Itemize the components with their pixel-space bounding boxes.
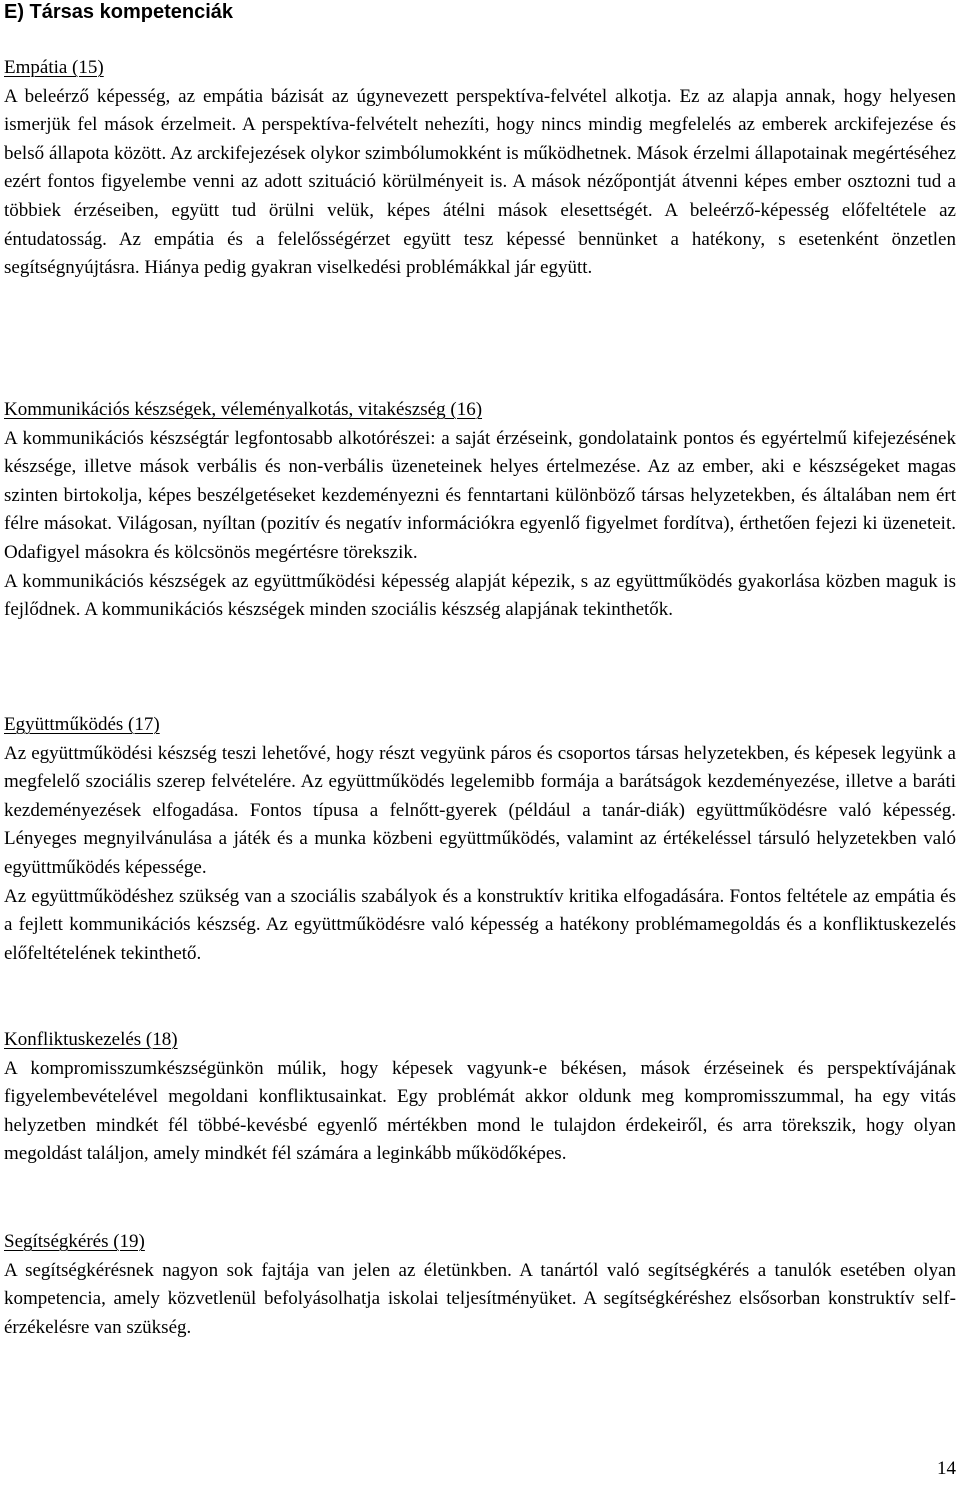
section-title-empathy: Empátia (15): [4, 57, 104, 78]
paragraph-help-seeking: A segítségkérésnek nagyon sok fajtája van jelen az életünkben. A tanártól való segítségkérés a tanulók esetében olyan kompetencia, amely közvetlenül befolyásolhatja iskolai teljesítményüket. A segítségkéréshez elsősorban konstruktív self-érzékelésre van szükség.: [4, 1259, 956, 1338]
paragraph-cooperation-1: Az együttműködési készség teszi lehetővé, hogy részt vegyünk páros és csoportos társas helyzetekben, és képesek legyünk a megfelelő szociális szerep felvételére. Az együttműködés legelemibb formája a barátságok kezdeményezése, illetve a baráti kezdeményezések elfogadása. Fontos típusa a felnőtt-gyerek (például a tanár-diák) együttműködésre való képesség. Lényeges megnyilvánulása a játék és a munka közbeni együttműködés, valamint az értékeléssel társuló helyzetekben való együttműködés képessége.: [4, 742, 956, 878]
section-cooperation: [4, 711, 956, 968]
paragraph-conflict: A kompromisszumkészségünkön múlik, hogy képesek vagyunk-e békésen, mások érzéseinek és perspektívájának figyelembevételével megoldani konfliktusainkat. Egy problémát akkor oldunk meg kompromisszummal, ha egy vitás helyzetben mindkét fél többé-kevésbé egyenlő mértékben mond le tulajdon érdekeiről, és arra törekszik, hogy olyan megoldást találjon, amely mindkét fél számára a leginkább működőképes.: [4, 1057, 956, 1165]
section-communication: [4, 396, 956, 625]
section-title-conflict: Konfliktuskezelés (18): [4, 1029, 178, 1050]
section-conflict: [4, 1026, 956, 1169]
paragraph-communication-1: A kommunikációs készségtár legfontosabb alkotórészei: a saját érzéseink, gondolataink pontos és egyértelmű kifejezésének készsége, illetve mások verbális és non-verbális üzeneteinek helyes értelmezése. Az az ember, aki e készségeket magas szinten birtokolja, képes beszélgetéseket kezdeményezni és fenntartani különböző társas helyzetekben, és általában nem ért félre másokat. Világosan, nyíltan (pozitív és negatív információkra egyenlő figyelmet fordítva), érthetően fejezi ki üzeneteit. Odafigyel másokra és kölcsönös megértésre törekszik.: [4, 427, 956, 563]
paragraph-communication-2: A kommunikációs készségek az együttműködési képesség alapját képezik, s az együttműködés gyakorlása közben maguk is fejlődnek. A kommunikációs készségek minden szociális készség alapjának tekinthetők.: [4, 570, 956, 621]
section-heading: E) Társas kompetenciák: [4, 1, 233, 23]
section-empathy: [4, 54, 956, 283]
section-title-cooperation: Együttműködés (17): [4, 714, 160, 735]
page-number: 14: [937, 1458, 956, 1479]
paragraph-empathy: A beleérző képesség, az empátia bázisát az úgynevezett perspektíva-felvétel alkotja. Ez az alapja annak, hogy helyesen ismerjük fel mások érzelmeit. A perspektíva-felvételt nehezíti, hogy nincs mindig megfelelés az emberek arckifejezése és belső állapota között. Az arckifejezések olykor szimbólumokként is működhetnek. Mások érzelmi állapotainak megértéséhez ezért fontos figyelembe venni az adott szituáció körülményeit is. A mások nézőpontját átvenni képes ember osztozni tud a többiek érzéseiben, együtt tud örülni velük, képes átélni mások elesettségét. A beleérző-képesség előfeltétele az éntudatosság. Az empátia és a felelősségérzet együtt tesz képessé bennünket a hatékony, s esetenként önzetlen segítségnyújtásra. Hiánya pedig gyakran viselkedési problémákkal jár együtt.: [4, 85, 956, 279]
paragraph-cooperation-2: Az együttműködéshez szükség van a szociális szabályok és a konstruktív kritika elfogadására. Fontos feltétele az empátia és a fejlett kommunikációs készség. Az együttműködésre való képesség a hatékony problémamegoldás és a konfliktuskezelés előfeltételének tekinthető.: [4, 885, 956, 964]
section-title-help-seeking: Segítségkérés (19): [4, 1231, 145, 1252]
section-title-communication: Kommunikációs készségek, véleményalkotás, vitakészség (16): [4, 399, 483, 420]
section-help-seeking: [4, 1228, 956, 1342]
